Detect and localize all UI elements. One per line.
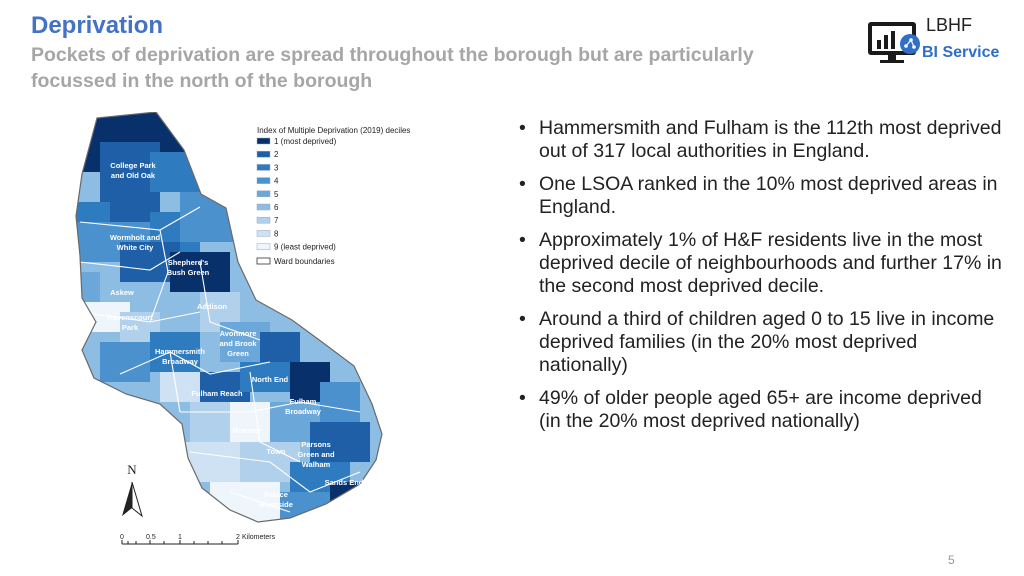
legend-swatch-3 bbox=[257, 164, 270, 170]
logo-text-bi-service: BI Service bbox=[922, 44, 1000, 61]
legend-swatch-8 bbox=[257, 230, 270, 236]
bullet-item: • Approximately 1% of H&F residents live in the most deprived decile of neighbourhoods and further 17% in the second most deprived decile. bbox=[515, 229, 1005, 298]
bullet-item: • One LSOA ranked in the 10% most deprived areas in England. bbox=[515, 173, 1005, 219]
ward-label-sands-end: Sands End bbox=[324, 478, 364, 487]
scale-tick-05: 0.5 bbox=[146, 534, 156, 541]
legend-label-9: 9 (least deprived) bbox=[274, 242, 336, 252]
page-subtitle: Pockets of deprivation are spread throughout the borough but are particularly focussed in the north of the borough bbox=[31, 44, 754, 92]
ward-label-fulham: Fulham bbox=[289, 397, 317, 406]
legend-label-5: 5 bbox=[274, 189, 279, 199]
ward-label-addison: Addison bbox=[197, 302, 227, 311]
ward-label-old-oak: and Old Oak bbox=[110, 171, 156, 180]
ward-label-munster: Munster bbox=[232, 426, 262, 435]
legend-swatch-ward-boundaries bbox=[257, 258, 270, 264]
ward-label-parsons: Parsons bbox=[301, 440, 331, 449]
ward-label-north-end: North End bbox=[251, 375, 289, 384]
ward-label-green-and: Green and bbox=[297, 450, 335, 459]
legend-swatch-5 bbox=[257, 191, 270, 197]
ward-label-askew: Askew bbox=[110, 288, 134, 297]
scale-tick-2: 2 bbox=[236, 534, 240, 541]
bullet-item: • Around a third of children aged 0 to 15 live in income deprived families (in the 20% most deprived nationally) bbox=[515, 308, 1005, 377]
ward-label-riverside: Riverside bbox=[259, 500, 293, 509]
ward-label-fulham-reach: Fulham Reach bbox=[191, 389, 243, 398]
ward-label-town: Town bbox=[266, 447, 286, 456]
north-arrow-icon bbox=[122, 462, 142, 516]
scale-bar bbox=[120, 534, 276, 544]
ward-label-avonmore: Avonmore bbox=[219, 329, 257, 338]
logo-text-lbhf: LBHF bbox=[926, 15, 973, 35]
legend-label-3: 3 bbox=[274, 163, 279, 173]
legend-swatch-6 bbox=[257, 204, 270, 210]
map-legend bbox=[257, 126, 410, 266]
ward-label-bush-green: Bush Green bbox=[166, 268, 210, 277]
ward-label-walham: Walham bbox=[301, 460, 331, 469]
legend-label-4: 4 bbox=[274, 176, 279, 186]
page-title: Deprivation bbox=[31, 12, 164, 39]
ward-label-park: Park bbox=[121, 323, 139, 332]
north-label: N bbox=[127, 462, 137, 477]
ward-label-and-brook: and Brook bbox=[219, 339, 257, 348]
ward-label-hammersmith: Hammersmith bbox=[154, 347, 206, 356]
legend-swatch-1 bbox=[257, 138, 270, 144]
ward-label-wormholt: Wormholt and bbox=[109, 233, 161, 242]
ward-label-college-park: College Park bbox=[110, 161, 156, 170]
scale-tick-0: 0 bbox=[120, 534, 124, 541]
deprivation-map bbox=[60, 112, 460, 552]
ward-label-broadway: Broadway bbox=[162, 357, 198, 366]
page-number: 5 bbox=[948, 553, 955, 567]
legend-swatch-2 bbox=[257, 151, 270, 157]
scale-unit: Kilometers bbox=[242, 534, 276, 541]
scale-tick-1: 1 bbox=[178, 534, 182, 541]
ward-label-palace: Palace bbox=[264, 490, 288, 499]
monitor-chart-icon bbox=[868, 22, 920, 63]
legend-label-2: 2 bbox=[274, 150, 279, 160]
ward-label-green: Green bbox=[227, 349, 249, 358]
ward-label-fulham-broadway: Broadway bbox=[285, 407, 321, 416]
bullet-item: • Hammersmith and Fulham is the 112th most deprived out of 317 local authorities in England. bbox=[515, 117, 1005, 163]
legend-swatch-4 bbox=[257, 178, 270, 184]
legend-label-1: 1 (most deprived) bbox=[274, 137, 337, 146]
legend-label-8: 8 bbox=[274, 229, 279, 239]
ward-label-shepherds: Shepherd's bbox=[167, 258, 209, 267]
legend-swatch-7 bbox=[257, 217, 270, 223]
ward-label-white-city: White City bbox=[116, 243, 154, 252]
legend-label-ward-boundaries: Ward boundaries bbox=[274, 257, 335, 266]
bullet-item: • 49% of older people aged 65+ are income deprived (in the 20% most deprived nationally) bbox=[515, 387, 1005, 433]
key-facts-list bbox=[515, 117, 1005, 443]
legend-title: Index of Multiple Deprivation (2019) deciles bbox=[257, 126, 411, 135]
legend-swatch-9 bbox=[257, 244, 270, 250]
legend-label-6: 6 bbox=[274, 203, 279, 212]
legend-label-7: 7 bbox=[274, 216, 279, 226]
ward-label-ravenscourt: Ravenscourt bbox=[107, 313, 153, 322]
